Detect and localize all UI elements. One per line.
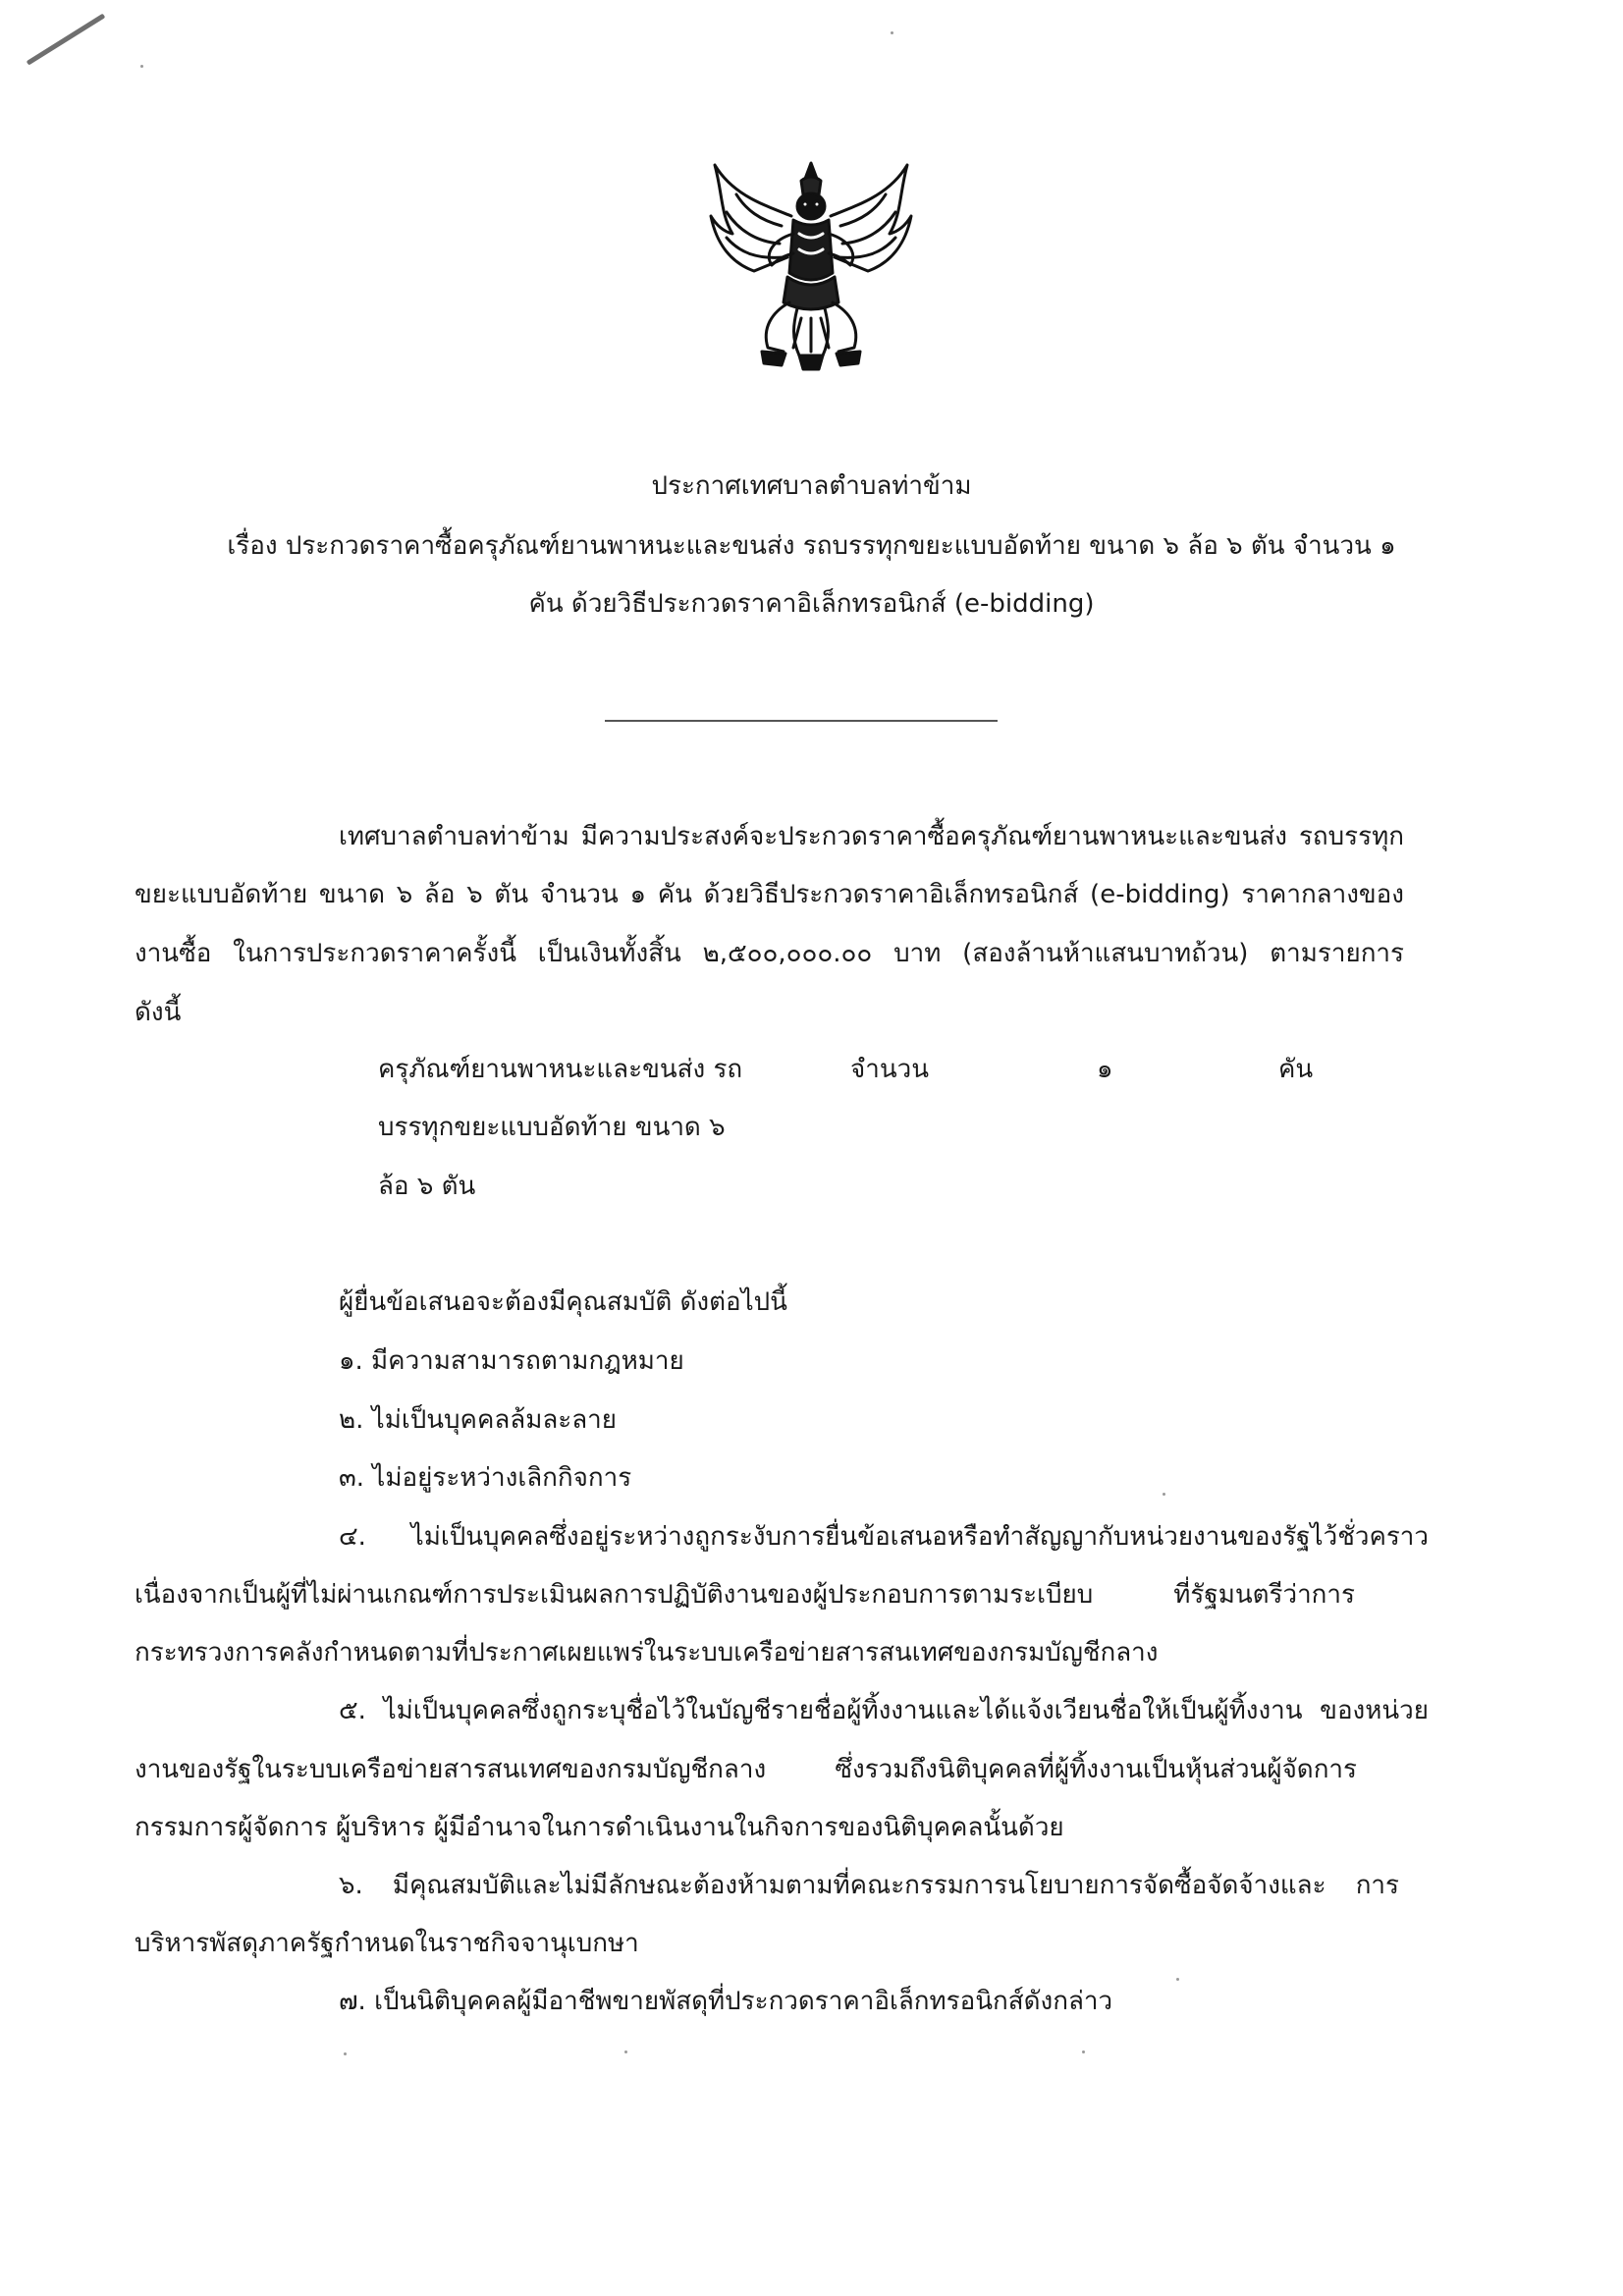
qualification-3: ๓. ไม่อยู่ระหว่างเลิกกิจการ bbox=[339, 1463, 632, 1493]
item-qty-label: จำนวน bbox=[850, 1055, 929, 1084]
qualification-4-line-3: กระทรวงการคลังกำหนดตามที่ประกาศเผยแพร่ในระบบเครือข่ายสารสนเทศของกรมบัญชีกลาง bbox=[135, 1638, 1159, 1667]
intro-line-2: ขยะแบบอัดท้าย ขนาด ๖ ล้อ ๖ ตัน จำนวน ๑ คัน ด้วยวิธีประกวดราคาอิเล็กทรอนิกส์ (e-bidding) ราคากลางของ bbox=[135, 880, 1404, 909]
item-qty: ๑ bbox=[1097, 1055, 1113, 1084]
item-name-line-2: บรรทุกขยะแบบอัดท้าย ขนาด ๖ bbox=[378, 1113, 726, 1142]
qualification-6-line-2: บริหารพัสดุภาครัฐกำหนดในราชกิจจานุเบกษา bbox=[135, 1929, 639, 1958]
item-unit: คัน bbox=[1278, 1055, 1314, 1084]
intro-line-3: งานซื้อ ในการประกวดราคาครั้งนี้ เป็นเงินทั้งสิ้น ๒,๕๐๐,๐๐๐.๐๐ บาท (สองล้านห้าแสนบาทถ้วน) ตามรายการ bbox=[135, 939, 1404, 968]
qualification-1: ๑. มีความสามารถตามกฎหมาย bbox=[339, 1346, 684, 1376]
item-name-line-1: ครุภัณฑ์ยานพาหนะและขนส่ง รถ bbox=[378, 1055, 743, 1084]
intro-line-4: ดังนี้ bbox=[135, 998, 182, 1027]
qualification-4-line-2: เนื่องจากเป็นผู้ที่ไม่ผ่านเกณฑ์การประเมินผลการปฏิบัติงานของผู้ประกอบการตามระเบียบ ที่รัฐมนตรีว่าการ bbox=[135, 1580, 1355, 1610]
qualification-4-line-1: ๔. ไม่เป็นบุคคลซึ่งอยู่ระหว่างถูกระงับการยื่นข้อเสนอหรือทำสัญญากับหน่วยงานของรัฐไว้ชั่วคราว bbox=[339, 1522, 1429, 1552]
header-divider bbox=[605, 720, 998, 722]
qualification-5-line-2: งานของรัฐในระบบเครือข่ายสารสนเทศของกรมบัญชีกลาง ซึ่งรวมถึงนิติบุคคลที่ผู้ทิ้งงานเป็นหุ้นส่วนผู้จัดการ bbox=[135, 1755, 1357, 1784]
item-name-line-3: ล้อ ๖ ตัน bbox=[378, 1172, 476, 1201]
subject-line-2: คัน ด้วยวิธีประกวดราคาอิเล็กทรอนิกส์ (e-bidding) bbox=[528, 589, 1095, 619]
qualification-7: ๗. เป็นนิติบุคคลผู้มีอาชีพขายพัสดุที่ประกวดราคาอิเล็กทรอนิกส์ดังกล่าว bbox=[339, 1987, 1113, 2016]
pen-mark bbox=[27, 14, 106, 66]
qualification-6-line-1: ๖. มีคุณสมบัติและไม่มีลักษณะต้องห้ามตามที่คณะกรรมการนโยบายการจัดซื้อจัดจ้างและ การ bbox=[339, 1871, 1399, 1900]
intro-line-1: เทศบาลตำบลท่าข้าม มีความประสงค์จะประกวดราคาซื้อครุภัณฑ์ยานพาหนะและขนส่ง รถบรรทุก bbox=[339, 822, 1404, 851]
subject-line-1: เรื่อง ประกวดราคาซื้อครุภัณฑ์ยานพาหนะและขนส่ง รถบรรทุกขยะแบบอัดท้าย ขนาด ๖ ล้อ ๖ ตัน จำนวน ๑ bbox=[227, 531, 1396, 561]
qualifications-heading: ผู้ยื่นข้อเสนอจะต้องมีคุณสมบัติ ดังต่อไปนี้ bbox=[339, 1287, 787, 1317]
qualification-5-line-3: กรรมการผู้จัดการ ผู้บริหาร ผู้มีอำนาจในการดำเนินงานในกิจการของนิติบุคคลนั้นด้วย bbox=[135, 1813, 1064, 1842]
qualification-5-line-1: ๕. ไม่เป็นบุคคลซึ่งถูกระบุชื่อไว้ในบัญชีรายชื่อผู้ทิ้งงานและได้แจ้งเวียนชื่อให้เป็นผู้ทิ้งงาน ของหน่วย bbox=[339, 1696, 1429, 1725]
qualification-2: ๒. ไม่เป็นบุคคลล้มละลาย bbox=[339, 1405, 618, 1435]
announcement-title: ประกาศเทศบาลตำบลท่าข้าม bbox=[651, 471, 972, 501]
garuda-emblem-icon bbox=[703, 155, 919, 373]
